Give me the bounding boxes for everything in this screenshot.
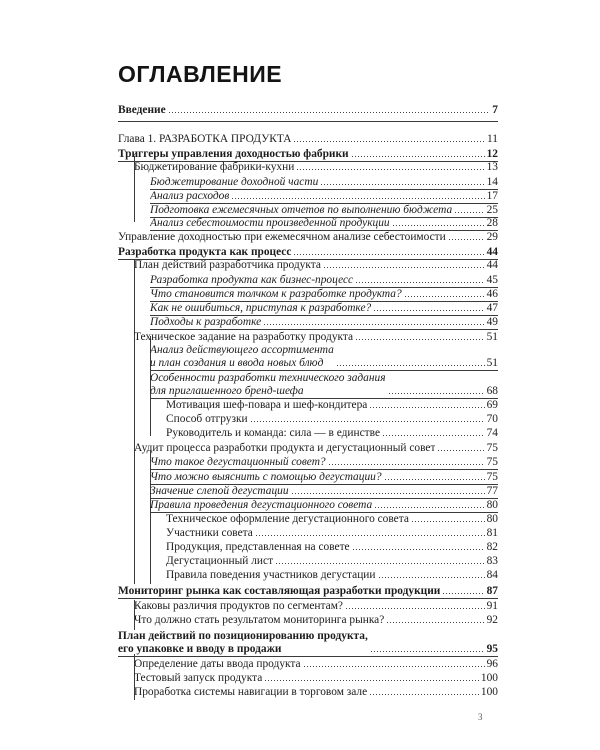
toc-entry-title-line: План действий разработчика продукта	[134, 259, 321, 271]
toc-entry-title	[166, 555, 273, 568]
toc-entry	[118, 230, 498, 244]
toc-entry	[150, 189, 498, 204]
toc-entry	[118, 584, 498, 599]
toc-entry	[118, 132, 498, 146]
toc-entry-title-line: Проработка системы навигации в торговом зале	[134, 686, 368, 698]
dot-leader	[454, 211, 484, 214]
dot-leader	[386, 621, 484, 624]
toc-entry-title-line: Тестовый запуск продукта	[134, 672, 263, 684]
toc-entry-title	[166, 399, 367, 412]
toc-entry-title	[150, 485, 289, 498]
toc-entry-title	[150, 372, 386, 398]
toc-entry-title	[118, 231, 446, 244]
toc-entry-title	[150, 302, 371, 315]
dot-leader	[303, 665, 485, 668]
toc-entry-page: 83	[486, 555, 498, 567]
toc-entry-page: 96	[486, 658, 498, 670]
dot-leader	[275, 562, 485, 565]
toc-entry-title-line: Особенности разработки технического задания	[150, 372, 386, 384]
toc-entry-title	[166, 541, 350, 554]
toc-entry	[134, 685, 498, 699]
dot-leader	[369, 406, 484, 409]
dot-leader	[264, 679, 479, 682]
toc-entry-title	[166, 413, 248, 426]
toc-entry	[166, 540, 498, 554]
toc-entry-page: 75	[486, 456, 498, 468]
toc-entry-title-line: Правила проведения дегустационного совета	[150, 499, 373, 511]
dot-leader	[404, 295, 485, 298]
dot-leader	[378, 576, 485, 579]
toc-entry-title-line: Разработка продукта как процесс	[118, 246, 292, 258]
toc-entry-title	[134, 658, 301, 671]
toc-entry-title-line: Анализ расходов	[150, 190, 230, 202]
toc-entry	[150, 342, 498, 371]
dot-leader	[442, 592, 484, 595]
toc-entry	[150, 498, 498, 513]
toc-entry-title	[150, 471, 382, 484]
toc-entry	[134, 160, 498, 174]
page-number: 3	[478, 712, 483, 722]
dot-leader	[293, 140, 485, 143]
toc-entry-title	[166, 527, 253, 540]
toc-entry-page: 11	[487, 133, 498, 145]
toc-entry-title	[166, 513, 409, 526]
toc-entry	[166, 398, 498, 412]
section-bracket-line	[134, 259, 135, 584]
toc-entry-title-line: Руководитель и команда: сила — в единстве	[166, 427, 381, 439]
dot-leader	[351, 155, 485, 158]
dot-leader	[384, 478, 485, 481]
toc-entry-title	[150, 217, 390, 230]
toc-entry-page: 29	[486, 231, 498, 243]
dot-leader	[168, 111, 491, 114]
toc-entry-page: 91	[486, 600, 498, 612]
toc-entry-page: 77	[486, 485, 498, 497]
page-title: ОГЛАВЛЕНИЕ	[118, 61, 283, 87]
toc-entry-title-line: Бюджетирование фабрики-кухни	[134, 161, 295, 173]
dot-leader	[374, 506, 484, 509]
toc-entry-title	[150, 344, 334, 370]
toc-entry	[134, 599, 498, 613]
toc-entry	[150, 175, 498, 190]
toc-entry-title-line: Введение	[118, 104, 166, 116]
toc-entry-title-line: Способ отгрузки	[166, 413, 248, 425]
toc-entry-title	[134, 600, 343, 613]
toc-entry	[150, 484, 498, 499]
toc-entry-title	[134, 259, 321, 272]
toc-entry-page: 80	[486, 513, 498, 525]
dot-leader	[369, 693, 479, 696]
toc-entry-page: 82	[486, 541, 498, 553]
toc-entry-title	[118, 104, 166, 117]
toc-entry-page: 68	[486, 385, 498, 397]
toc-entry	[166, 554, 498, 568]
toc-entry-page: 70	[486, 413, 498, 425]
toc-entry-title-line: Разработка продукта как бизнес-процесс	[150, 274, 354, 286]
toc-entry-title	[150, 274, 353, 287]
toc-entry-page: 49	[486, 316, 498, 328]
toc-entry	[166, 512, 498, 526]
dot-leader	[320, 183, 484, 186]
toc-entry-title-line: Аудит процесса разработки продукта и дегустационный совет	[134, 442, 436, 454]
dot-leader	[293, 253, 484, 256]
toc-entry	[150, 301, 498, 316]
dot-leader	[437, 449, 484, 452]
toc-entry	[150, 315, 498, 330]
toc-entry	[134, 258, 498, 272]
toc-entry	[150, 470, 498, 485]
toc-entry-page: 100	[480, 672, 498, 684]
toc-entry-page: 100	[480, 686, 498, 698]
toc-entry-page: 80	[486, 499, 498, 511]
toc-entry-title-line: Что становится толчком к разработке продукта?	[150, 288, 402, 300]
toc-entry-title-line: Техническое оформление дегустационного совета	[166, 513, 409, 525]
toc-entry	[166, 412, 498, 426]
toc-entry-title-line: Продукция, представленная на совете	[166, 541, 350, 553]
toc-entry-page: 7	[492, 104, 498, 116]
dot-leader	[296, 168, 484, 171]
toc-entry-title-line: Анализ действующего ассортимента	[150, 344, 334, 356]
toc-entry-title	[118, 133, 291, 146]
toc-entry-title	[166, 569, 376, 582]
toc-entry	[150, 216, 498, 231]
dot-leader	[291, 492, 485, 495]
toc-entry-title-line: Что можно выяснить с помощью дегустации?	[150, 471, 382, 483]
toc-entry-page: 51	[486, 331, 498, 343]
toc-entry-title-line: для приглашенного бренд-шефа	[150, 385, 304, 397]
toc-entry-title-line: Подготовка ежемесячных отчетов по выполнению бюджета	[150, 204, 453, 216]
toc-entry-page: 12	[486, 148, 498, 160]
toc-entry-page: 47	[486, 302, 498, 314]
toc-entry-title	[134, 442, 435, 455]
dot-leader	[388, 392, 485, 395]
dot-leader	[250, 420, 485, 423]
toc-entry-title-line: Участники совета	[166, 527, 253, 539]
dot-leader	[231, 197, 484, 200]
toc-entry-page: 45	[486, 274, 498, 286]
toc-entry-title-line: Что должно стать результатом мониторинга рынка?	[134, 614, 385, 626]
toc-entry-title-line: Глава 1. РАЗРАБОТКА ПРОДУКТА	[118, 133, 292, 145]
dot-leader	[263, 323, 484, 326]
toc-entry-title-line: Бюджетирование доходной части	[150, 176, 319, 188]
toc-entry-title-line: Определение даты ввода продукта	[134, 658, 301, 670]
toc-entry-title	[166, 427, 380, 440]
toc-entry-title-line: Мониторинг рынка как составляющая разработки продукции	[118, 585, 441, 597]
toc-entry-title-line: и план создания и ввода новых блюд	[150, 357, 324, 369]
toc-entry	[150, 287, 498, 302]
toc-entry-title-line: План действий по позиционированию продукта,	[118, 630, 368, 642]
toc-entry-title-line: Триггеры управления доходностью фабрики	[118, 148, 349, 160]
toc-entry-title-line: Анализ себестоимости произведенной продукции	[150, 217, 390, 229]
toc-entry-title	[150, 176, 318, 189]
toc-entry-title	[134, 672, 262, 685]
toc-entry-title-line: Как не ошибиться, приступая к разработке?	[150, 302, 372, 314]
dot-leader	[411, 520, 485, 523]
toc-entry	[150, 455, 498, 470]
toc-entry-page: 81	[486, 527, 498, 539]
toc-entry-title-line: Каковы различия продуктов по сегментам?	[134, 600, 343, 612]
toc-entry-title-line: Техническое задание на разработку продукта	[134, 331, 354, 343]
toc-entry-title-line: Мотивация шеф-повара и шеф-кондитера	[166, 399, 368, 411]
toc-entry	[118, 628, 498, 657]
dot-leader	[392, 224, 485, 227]
toc-entry-title	[118, 585, 440, 598]
toc-entry	[134, 657, 498, 671]
toc-entry-page: 14	[486, 176, 498, 188]
toc-entry-title-line: Значение слепой дегустации	[150, 485, 289, 497]
toc-entry	[166, 426, 498, 440]
toc-entry	[166, 568, 498, 582]
divider	[118, 121, 498, 122]
toc-entry-page: 74	[486, 427, 498, 439]
dot-leader	[345, 607, 485, 610]
toc-entry-page: 51	[486, 357, 498, 369]
toc-entry	[134, 613, 498, 627]
toc-entry-title-line: Дегустационный лист	[166, 555, 274, 567]
toc-entry-title	[150, 288, 402, 301]
dot-leader	[370, 650, 485, 653]
toc-entry-page: 87	[486, 585, 498, 597]
toc-entry-title	[150, 499, 372, 512]
toc-entry	[118, 103, 498, 117]
toc-entry-page: 44	[486, 259, 498, 271]
toc-entry	[150, 273, 498, 288]
toc-entry-page: 95	[486, 643, 498, 655]
toc-entry	[150, 370, 498, 399]
dot-leader	[355, 281, 485, 284]
dot-leader	[373, 309, 484, 312]
toc-entry-page: 17	[486, 190, 498, 202]
dot-leader	[382, 434, 485, 437]
toc-entry-title-line: Правила поведения участников дегустации	[166, 569, 376, 581]
toc-entry-title	[134, 161, 294, 174]
toc-entry-page: 69	[486, 399, 498, 411]
toc-entry-title-line: Подходы к разработке	[150, 316, 262, 328]
toc-entry-title	[118, 630, 368, 656]
toc-entry-title	[134, 686, 367, 699]
toc-entry-title	[134, 614, 384, 627]
dot-leader	[255, 534, 485, 537]
dot-leader	[336, 364, 485, 367]
dot-leader	[352, 548, 485, 551]
toc-entry-title-line: Управление доходностью при ежемесячном анализе себестоимости	[118, 231, 446, 243]
toc-entry-page: 44	[486, 246, 498, 258]
dot-leader	[328, 463, 485, 466]
toc-entry	[134, 671, 498, 685]
dot-leader	[323, 266, 485, 269]
toc-entry-title	[150, 190, 229, 203]
toc-entry-title	[150, 316, 261, 329]
toc-entry-page: 75	[486, 471, 498, 483]
dot-leader	[355, 338, 485, 341]
toc-entry-page: 13	[486, 161, 498, 173]
toc-entry-title	[150, 456, 326, 469]
toc-entry-page: 92	[486, 614, 498, 626]
dot-leader	[448, 238, 485, 241]
toc-entry-page: 28	[486, 217, 498, 229]
toc-entry-page: 25	[486, 204, 498, 216]
toc-entry-title-line: Что такое дегустационный совет?	[150, 456, 326, 468]
toc-entry-page: 84	[486, 569, 498, 581]
toc-entry-page: 75	[486, 442, 498, 454]
toc-entry	[134, 441, 498, 455]
toc-entry-title-line: его упаковке и вводу в продажи	[118, 643, 282, 655]
toc-entry-page: 46	[486, 288, 498, 300]
toc-entry	[166, 526, 498, 540]
